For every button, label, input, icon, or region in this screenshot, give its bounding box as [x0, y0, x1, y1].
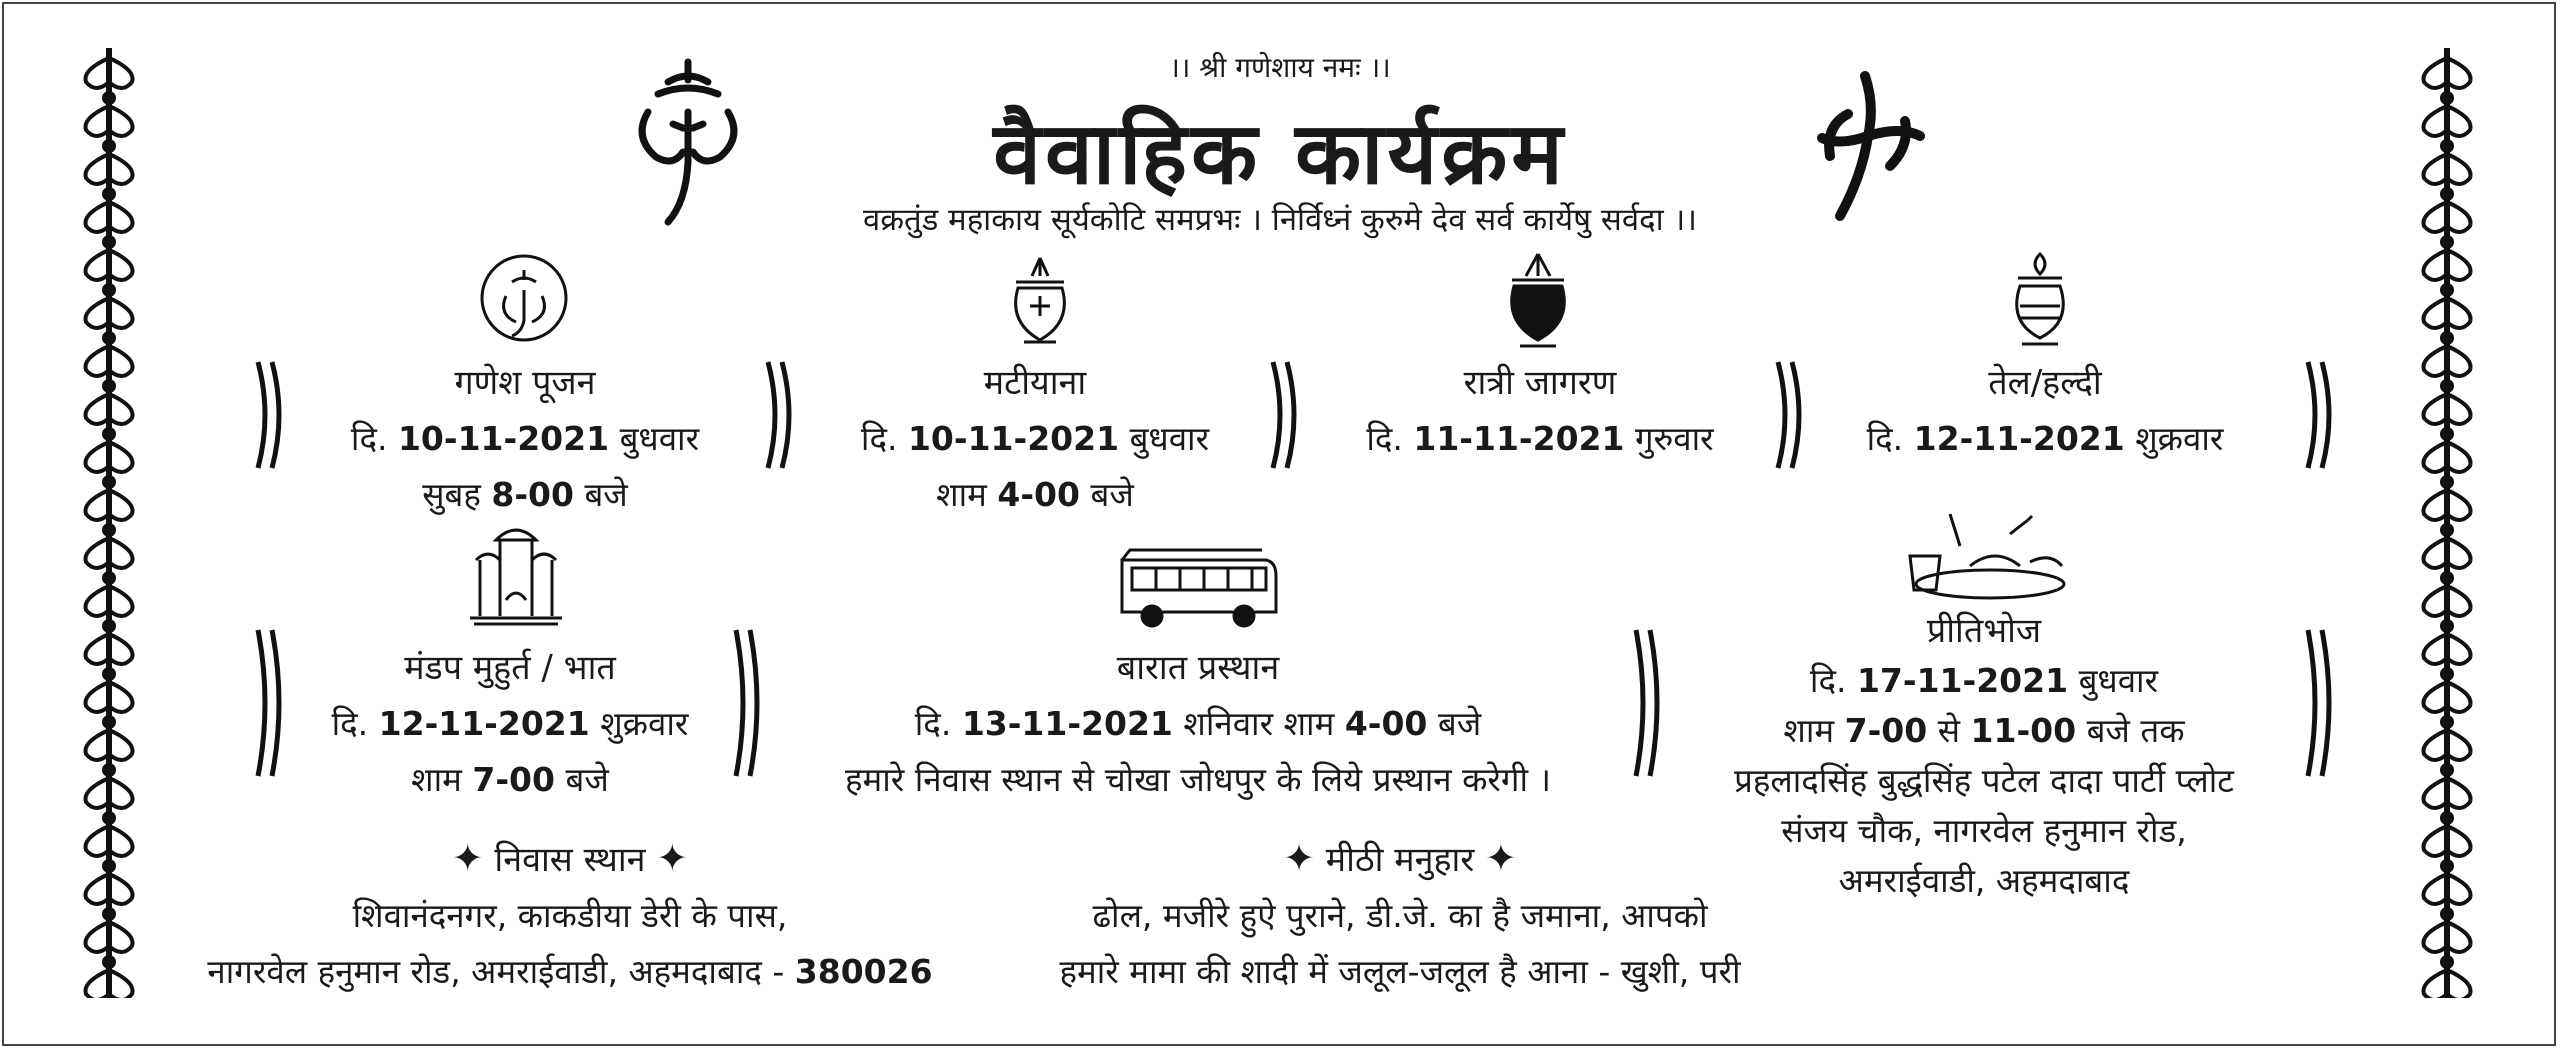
- event-date: 17-11-2021: [1856, 661, 2069, 700]
- event-title: बारात प्रस्थान: [1116, 648, 1280, 688]
- residence-line: शिवानंदनगर, काकडीया डेरी के पास,: [352, 896, 788, 935]
- four-point-star-icon: ✦: [656, 836, 689, 880]
- divider-bracket: [1628, 628, 1668, 778]
- four-point-star-icon: ✦: [1283, 836, 1315, 880]
- divider-bracket: [250, 360, 290, 470]
- divider-bracket: [1265, 360, 1305, 470]
- four-point-star-icon: ✦: [451, 836, 484, 880]
- kalash-deep-icon: [2000, 248, 2080, 348]
- event-title: प्रीतिभोज: [1926, 611, 2042, 651]
- residence-pin: 380026: [794, 952, 933, 991]
- event-date: 10-11-2021: [397, 419, 610, 458]
- divider-bracket: [760, 360, 800, 470]
- greeting-heading: मीठी मनुहार: [1325, 840, 1475, 880]
- greeting-line: हमारे मामा की शादी में जलूल-जलूल है आना - खुशी, परी: [1059, 952, 1741, 991]
- main-title: वैवाहिक कार्यक्रम: [993, 104, 1567, 204]
- event-matiyana: मटीयाना दि. 10-11-2021 बुधवार शाम 4-00 बजे: [800, 355, 1270, 523]
- event-date: 10-11-2021: [907, 419, 1120, 458]
- venue-line: संजय चौक, नागरवेल हनुमान रोड,: [1781, 811, 2187, 850]
- event-title: मटीयाना: [983, 363, 1087, 403]
- divider-bracket: [2300, 360, 2340, 470]
- bus-icon: [1116, 546, 1280, 632]
- shloka-text: वक्रतुंड महाकाय सूर्यकोटि समप्रभः । निर्विध्नं कुरुमे देव सर्व कार्येषु सर्वदा ।।: [863, 202, 1697, 238]
- kalash-coconut-icon: [1500, 250, 1576, 350]
- venue-line: प्रहलादसिंह बुद्धसिंह पटेल दादा पार्टी प्लोट: [1734, 761, 2234, 800]
- mandap-icon: [466, 520, 566, 630]
- four-point-star-icon: ✦: [1485, 836, 1517, 880]
- residence-line: नागरवेल हनुमान रोड, अमराईवाडी, अहमदाबाद -: [207, 952, 785, 991]
- event-date: 11-11-2021: [1413, 419, 1625, 458]
- event-title: तेल/हल्दी: [1988, 363, 2102, 403]
- event-mandap-muhurt: मंडप मुहुर्त / भात दि. 12-11-2021 शुक्रवार शाम 7-00 बजे: [290, 640, 730, 808]
- residence-block: [170, 830, 970, 1000]
- event-date: 12-11-2021: [378, 704, 590, 743]
- event-title: मंडप मुहुर्त / भात: [404, 648, 616, 688]
- kalash-icon: [1002, 252, 1078, 348]
- event-note: हमारे निवास स्थान से चोखा जोधपुर के लिये प्रस्थान करेगी ।: [844, 760, 1552, 799]
- event-ganesh-pujan: गणेश पूजन दि. 10-11-2021 बुधवार सुबह 8-00 बजे: [290, 355, 760, 523]
- event-tel-haldi: तेल/हल्दी दि. 12-11-2021 शुक्रवार: [1810, 355, 2280, 467]
- event-time: 4-00: [997, 475, 1080, 514]
- event-time: 4-00: [1344, 704, 1428, 743]
- event-pritibhoj: प्रीतिभोज दि. 17-11-2021 बुधवार शाम 7-00 से 11-00 बजे तक प्रहलादसिंह बुद्धसिंह पटेल दादा पार्टी प्लोट संजय चौक, नागरवेल हनुमान रोड, अमराईवाडी, अहमदाबाद: [1668, 606, 2300, 906]
- divider-bracket: [1770, 360, 1810, 470]
- divider-bracket: [250, 628, 290, 778]
- venue-line: अमराईवाडी, अहमदाबाद: [1838, 861, 2130, 900]
- residence-heading: निवास स्थान: [494, 840, 646, 880]
- greeting-line: ढोल, मजीरे हुऐ पुराने, डी.जे. का है जमाना, आपको: [1092, 896, 1708, 935]
- divider-bracket: [2300, 628, 2340, 778]
- divider-bracket: [728, 628, 768, 778]
- event-date: 13-11-2021: [961, 704, 1173, 743]
- event-baraat-prasthan: बारात प्रस्थान दि. 13-11-2021 शनिवार शाम 4-00 बजे हमारे निवास स्थान से चोखा जोधपुर के लिये प्रस्थान करेगी ।: [768, 640, 1628, 808]
- food-icon: [1900, 506, 2070, 602]
- right-floral-border: [2410, 48, 2484, 998]
- event-title: रात्री जागरण: [1463, 363, 1617, 403]
- event-time: 7-00: [472, 760, 555, 799]
- ganesha-puja-icon: [476, 250, 572, 346]
- event-ratri-jagran: रात्री जागरण दि. 11-11-2021 गुरुवार: [1305, 355, 1775, 467]
- left-floral-border: [72, 48, 146, 998]
- event-date: 12-11-2021: [1913, 419, 2125, 458]
- invocation-text: ।। श्री गणेशाय नमः ।।: [1169, 51, 1391, 84]
- event-time: 8-00: [491, 475, 574, 514]
- greeting-block: [960, 830, 1840, 1000]
- event-title: गणेश पूजन: [454, 363, 596, 403]
